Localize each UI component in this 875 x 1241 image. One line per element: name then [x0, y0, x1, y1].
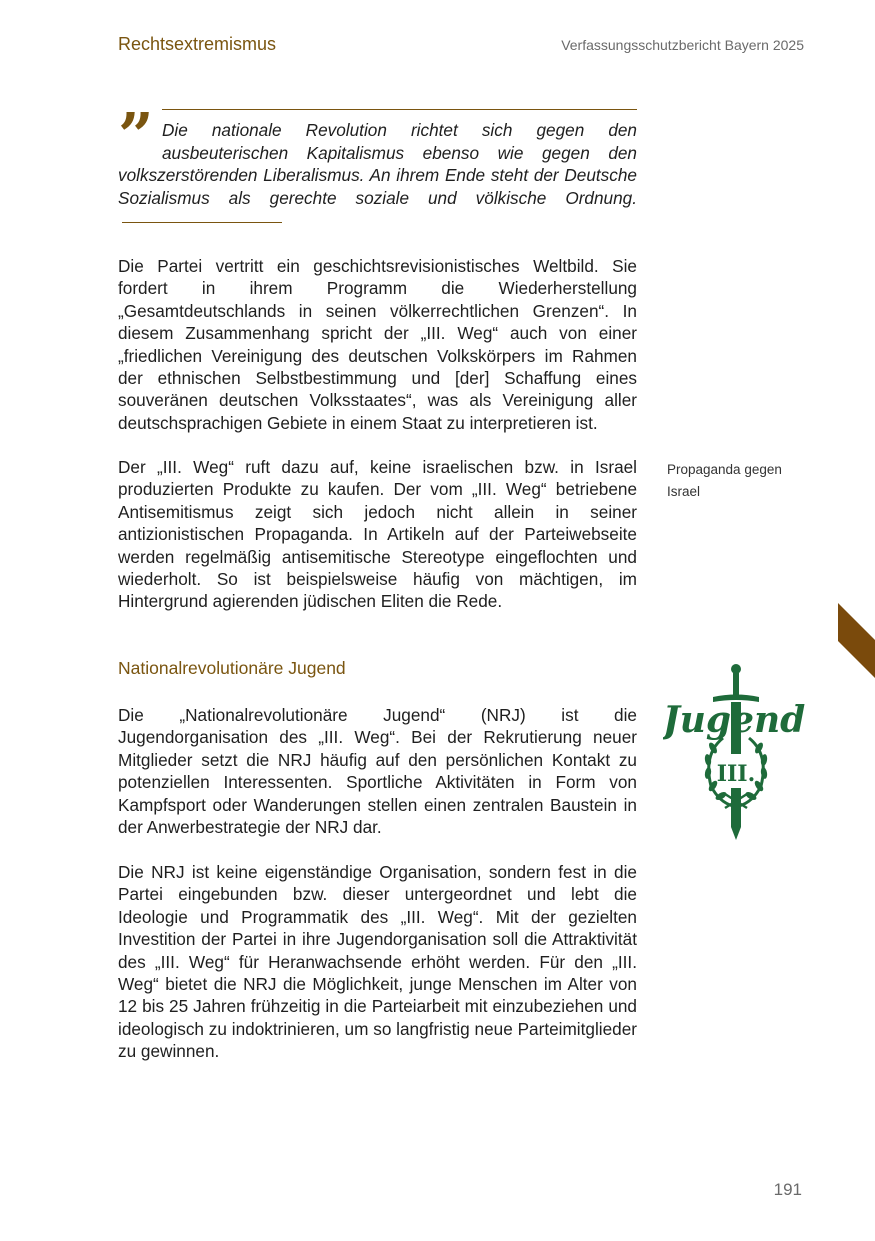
jugend-logo — [663, 662, 805, 842]
logo-wordmark: Jugend — [663, 699, 805, 741]
quotation-mark-icon: ” — [118, 99, 150, 172]
margin-note-line: Israel — [667, 483, 701, 499]
paragraph-antisemitism: Der „III. Weg“ ruft dazu auf, keine israelischen bzw. in Israel produzierten Produkte zu kaufen. Der vom „III. Weg“ betriebene Antisemitismus zeigt sich jedoch nicht allein in seiner antizionistischen Propaganda. In Artikeln auf der Parteiwebseite werden regelmäßig antisemitische Stereotype eingeflochten und wiederholt. So ist beispielsweise häufig von mächtigen, im Hintergrund agierenden jüdischen Eliten die Rede. — [118, 457, 637, 612]
running-header-publication: Verfassungsschutzbericht Bayern 2025 — [561, 37, 804, 53]
paragraph-nrj-intro: Die „Nationalrevolutionäre Jugend“ (NRJ) ist die Jugendorganisation des „III. Weg“. Bei der Rekrutierung neuer Mitglieder setzt die NRJ häufig auf den persönlichen Kontakt zu potenziellen Interessenten. Sportliche Aktivitäten in Form von Kampfsport oder Wanderungen stellen einen zentralen Baustein in der Anwerbestrategie der NRJ dar. — [118, 705, 637, 838]
paragraph-worldview: Die Partei vertritt ein geschichtsrevisionistisches Weltbild. Sie fordert in ihrem Programm die Wiederherstellung „Gesamtdeutschlands in seinen völkerrechtlichen Grenzen“. In diesem Zusammenhang spricht der „III. Weg“ auch von einer „friedlichen Vereinigung des deutschen Volkskörpers im Rahmen der ethnischen Selbstbestimmung und [der] Schaffung eines souveränen deutschen Volksstaates“, was als Vereinigung aller deutschsprachigen Gebiete in einem Staat zu interpretieren ist. — [118, 256, 637, 433]
quote-end-rule — [122, 222, 282, 223]
chapter-tab-marker — [838, 603, 875, 678]
section-heading: Nationalrevolutionäre Jugend — [118, 658, 346, 678]
logo-numeral: III. — [716, 761, 756, 787]
running-header-section: Rechtsextremismus — [118, 34, 277, 54]
jugend-logo-icon — [663, 662, 805, 842]
margin-note — [667, 459, 807, 502]
page-number: 191 — [773, 1180, 802, 1199]
paragraph-nrj-structure: Die NRJ ist keine eigenständige Organisation, sondern fest in die Partei eingebunden bzw. dieser untergeordnet und lebt die Ideologie und Programmatik des „III. Weg“. Mit der gezielten Investition der Partei in ihre Jugendorganisation soll die Attraktivität des „III. Weg“ für Heranwachsende erhöht werden. Für den „III. Weg“ bietet die NRJ die Möglichkeit, junge Menschen im Alter von 12 bis 25 Jahren frühzeitig in die Parteiarbeit mit einzubeziehen und ideologisch zu indoktrinieren, um so langfristig neue Parteimitglieder zu gewinnen. — [118, 862, 637, 1062]
margin-note-line: Propaganda gegen — [667, 462, 782, 477]
quote-top-rule — [162, 109, 637, 110]
quote-text: Die nationale Revolution richtet sich gegen den ausbeuterischen Kapitalismus ebenso wie gegen den volkszerstörenden Liberalismus. An ihrem Ende steht der Deutsche Sozialismus als gerechte soziale und völkische Ordnung. — [118, 120, 637, 208]
quote-body — [118, 119, 637, 232]
